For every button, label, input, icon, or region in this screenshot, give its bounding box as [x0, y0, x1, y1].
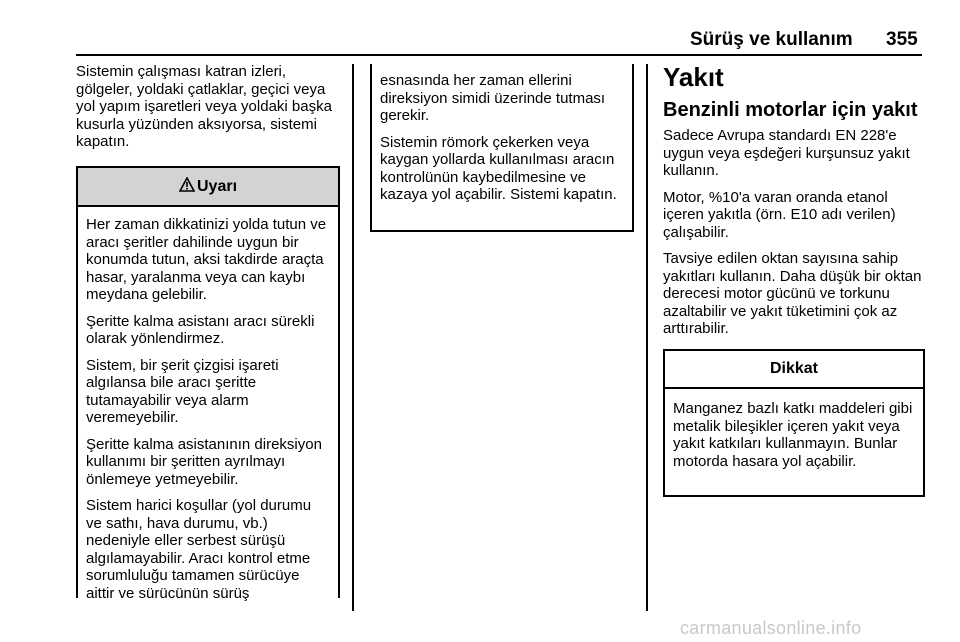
section-heading: Yakıt — [663, 62, 724, 92]
warning-paragraph: Sistem harici koşullar (yol durumu ve sathı, hava durumu, vb.) nedeniyle eller serbest sürüşü algılamayabilir. Aracı kontrol etme sorumluluğu tamamen sürücüye aittir ve sürücünün sürüş — [86, 497, 312, 602]
subsection-heading: Benzinli motorlar için yakıt — [663, 99, 918, 121]
warning-title: Uyarı — [196, 177, 238, 195]
column-3 — [663, 62, 925, 347]
notice-box — [663, 349, 925, 497]
column-1 — [76, 63, 346, 160]
column-divider-2 — [646, 64, 648, 611]
notice-title: Dikkat — [665, 351, 923, 389]
header-divider — [76, 54, 922, 56]
warning-continuation-box — [370, 64, 634, 232]
warning-box — [76, 166, 340, 602]
page-number: 355 — [886, 29, 918, 50]
body-paragraph: Tavsiye edilen oktan sayısına sahip yakıtları kullanın. Daha düşük bir oktan derecesi motor gücünü ve torkunu azaltabilir ve yakıt tüketimini çok az arttırabilir. — [663, 250, 922, 337]
notice-text: Manganez bazlı katkı maddeleri gibi metalik bileşikler içeren yakıt veya yakıt katkıları kullanmayın. Bunlar motorda hasara yol açabilir. — [673, 400, 913, 470]
warning-paragraph: Her zaman dikkatinizi yolda tutun ve aracı şeritler dahilinde uygun bir konumda tutun, aksi takdirde araçta hasar, yaralanma veya can kaybı meydana gelebilir. — [86, 216, 327, 303]
warning-paragraph: Şeritte kalma asistanının direksiyon kullanımı bir şeritten ayrılmayı önlemeye yetmeyebilir. — [86, 435, 322, 488]
warning-continuation-body — [372, 64, 632, 204]
body-paragraph: Motor, %10'a varan oranda etanol içeren yakıtla (örn. E10 adı verilen) çalışabilir. — [663, 188, 896, 241]
continuation-paragraph: esnasında her zaman ellerini direksiyon simidi üzerinde tutması gerekir. — [380, 72, 606, 124]
section-title: Sürüş ve kullanım — [690, 29, 853, 50]
body-paragraph: Sadece Avrupa standardı EN 228'e uygun veya eşdeğeri kurşunsuz yakıt kullanın. — [663, 127, 910, 179]
warning-triangle-icon — [179, 177, 195, 197]
column-divider-1 — [352, 64, 354, 611]
intro-paragraph: Sistemin çalışması katran izleri, gölgeler, yoldaki çatlaklar, geçici veya yol yapım işaretleri veya yoldaki başka kusurla yüzünden aksıyorsa, sistemi kapatın. — [76, 63, 332, 150]
warning-body — [78, 207, 338, 602]
watermark: carmanualsonline.info — [680, 618, 862, 638]
warning-header — [78, 168, 338, 207]
warning-paragraph: Sistem, bir şerit çizgisi işareti algılansa bile aracı şeritte tutamayabilir veya alarm veremeyebilir. — [86, 356, 279, 426]
continuation-paragraph: Sistemin römork çekerken veya kaygan yollarda kullanılması aracın kontrolünün kaybedilmesine ve kazaya yol açabilir. Sistemi kapatın. — [380, 133, 617, 203]
warning-paragraph: Şeritte kalma asistanı aracı sürekli olarak yönlendirmez. — [86, 312, 315, 347]
